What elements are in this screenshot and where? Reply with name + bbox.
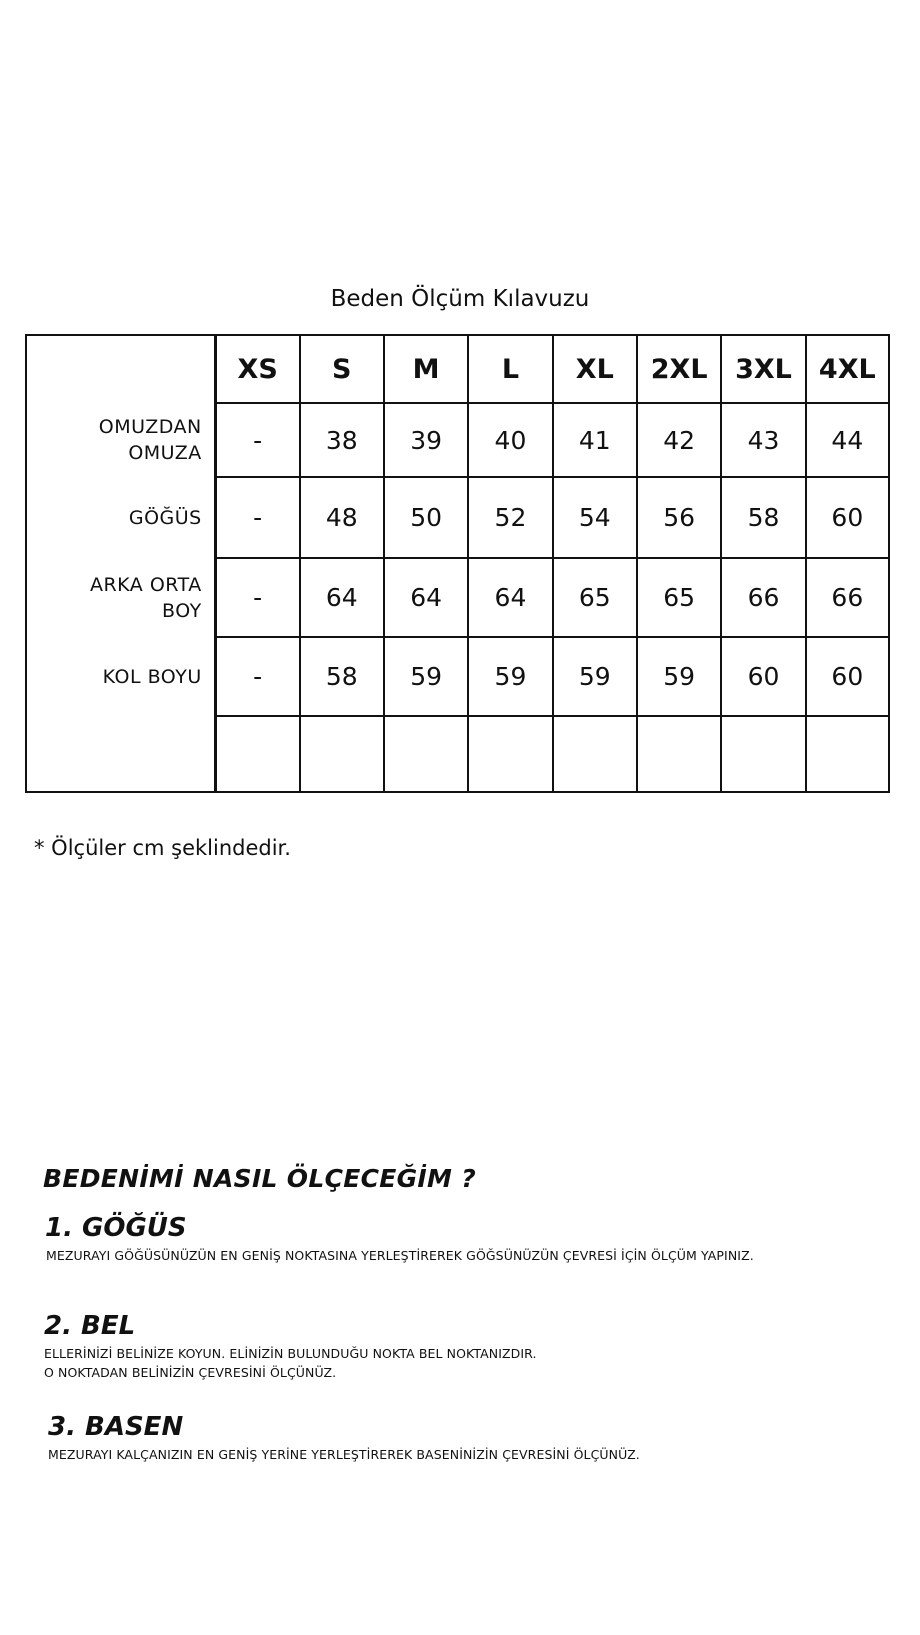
size-chart-table	[25, 334, 890, 793]
table-row-shoulder	[26, 403, 889, 477]
step-text-line: ELLERİNİZİ BELİNİZE KOYUN. ELİNİZİN BULUNDUĞU NOKTA BEL NOKTANIZDIR.	[44, 1346, 537, 1361]
table-cell: 60	[721, 637, 805, 716]
empty-label-cell	[26, 716, 215, 792]
table-cell: 58	[300, 637, 384, 716]
table-cell: 40	[468, 403, 552, 477]
empty-cell	[637, 716, 721, 792]
table-cell: 64	[384, 558, 468, 637]
table-cell: 59	[553, 637, 637, 716]
page-title: Beden Ölçüm Kılavuzu	[330, 286, 590, 312]
table-cell: 54	[553, 477, 637, 558]
table-cell: 48	[300, 477, 384, 558]
size-header-row	[26, 335, 889, 403]
empty-cell	[806, 716, 889, 792]
step-heading-hips: 3. BASEN	[48, 1412, 184, 1442]
table-cell: -	[215, 558, 299, 637]
table-cell: 41	[553, 403, 637, 477]
table-cell: 42	[637, 403, 721, 477]
table-cell: 59	[384, 637, 468, 716]
size-header-xl: XL	[553, 335, 637, 403]
step-text-line: O NOKTADAN BELİNİZİN ÇEVRESİNİ ÖLÇÜNÜZ.	[44, 1365, 337, 1380]
table-cell: 60	[806, 477, 889, 558]
table-cell: 64	[468, 558, 552, 637]
size-header-3xl: 3XL	[721, 335, 805, 403]
empty-cell	[300, 716, 384, 792]
table-cell: 58	[721, 477, 805, 558]
empty-cell	[384, 716, 468, 792]
size-header-s: S	[300, 335, 384, 403]
table-cell: 64	[300, 558, 384, 637]
table-row-back-length	[26, 558, 889, 637]
table-cell: 66	[721, 558, 805, 637]
step-heading-waist: 2. BEL	[44, 1311, 136, 1341]
table-cell: 52	[468, 477, 552, 558]
step-text-chest	[46, 1246, 754, 1265]
table-row-sleeve-length	[26, 637, 889, 716]
table-cell: 66	[806, 558, 889, 637]
table-cell: 44	[806, 403, 889, 477]
empty-cell	[553, 716, 637, 792]
row-label-sleeve-length	[26, 637, 215, 716]
table-cell: 38	[300, 403, 384, 477]
table-cell: 56	[637, 477, 721, 558]
row-label-line: GÖĞÜS	[128, 506, 202, 529]
step-heading-chest: 1. GÖĞÜS	[45, 1213, 187, 1243]
table-row-chest	[26, 477, 889, 558]
size-header-4xl: 4XL	[806, 335, 889, 403]
table-cell: 50	[384, 477, 468, 558]
units-note: * Ölçüler cm şeklindedir.	[34, 836, 291, 860]
table-cell: 65	[553, 558, 637, 637]
table-cell: -	[215, 637, 299, 716]
size-header-l: L	[468, 335, 552, 403]
table-cell: 65	[637, 558, 721, 637]
step-text-waist	[44, 1344, 537, 1382]
guide-title: BEDENİMİ NASIL ÖLÇECEĞİM ?	[43, 1164, 477, 1193]
table-row-empty	[26, 716, 889, 792]
size-header-2xl: 2XL	[637, 335, 721, 403]
empty-cell	[215, 716, 299, 792]
step-text-line: MEZURAYI KALÇANIZIN EN GENİŞ YERİNE YERLEŞTİREREK BASENİNİZİN ÇEVRESİNİ ÖLÇÜNÜZ.	[48, 1447, 640, 1462]
empty-cell	[468, 716, 552, 792]
header-corner-cell	[26, 335, 215, 403]
step-text-line: MEZURAYI GÖĞÜSÜNÜZÜN EN GENİŞ NOKTASINA YERLEŞTİREREK GÖĞSÜNÜZÜN ÇEVRESİ İÇİN ÖLÇÜM YAPINIZ.	[46, 1248, 754, 1263]
row-label-line: ARKA ORTA	[89, 573, 202, 596]
step-text-hips	[48, 1445, 640, 1464]
table-cell: 60	[806, 637, 889, 716]
empty-cell	[721, 716, 805, 792]
row-label-shoulder	[26, 403, 215, 477]
row-label-line: OMUZDAN	[98, 416, 202, 438]
row-label-line: BOY	[162, 599, 202, 622]
table-cell: 39	[384, 403, 468, 477]
size-header-xs: XS	[215, 335, 299, 403]
table-cell: 59	[637, 637, 721, 716]
row-label-back-length	[26, 558, 215, 637]
table-cell: -	[215, 403, 299, 477]
table-cell: 43	[721, 403, 805, 477]
row-label-line: OMUZA	[128, 442, 202, 464]
row-label-chest	[26, 477, 215, 558]
table-cell: 59	[468, 637, 552, 716]
row-label-line: KOL BOYU	[102, 665, 202, 688]
size-header-m: M	[384, 335, 468, 403]
table-cell: -	[215, 477, 299, 558]
